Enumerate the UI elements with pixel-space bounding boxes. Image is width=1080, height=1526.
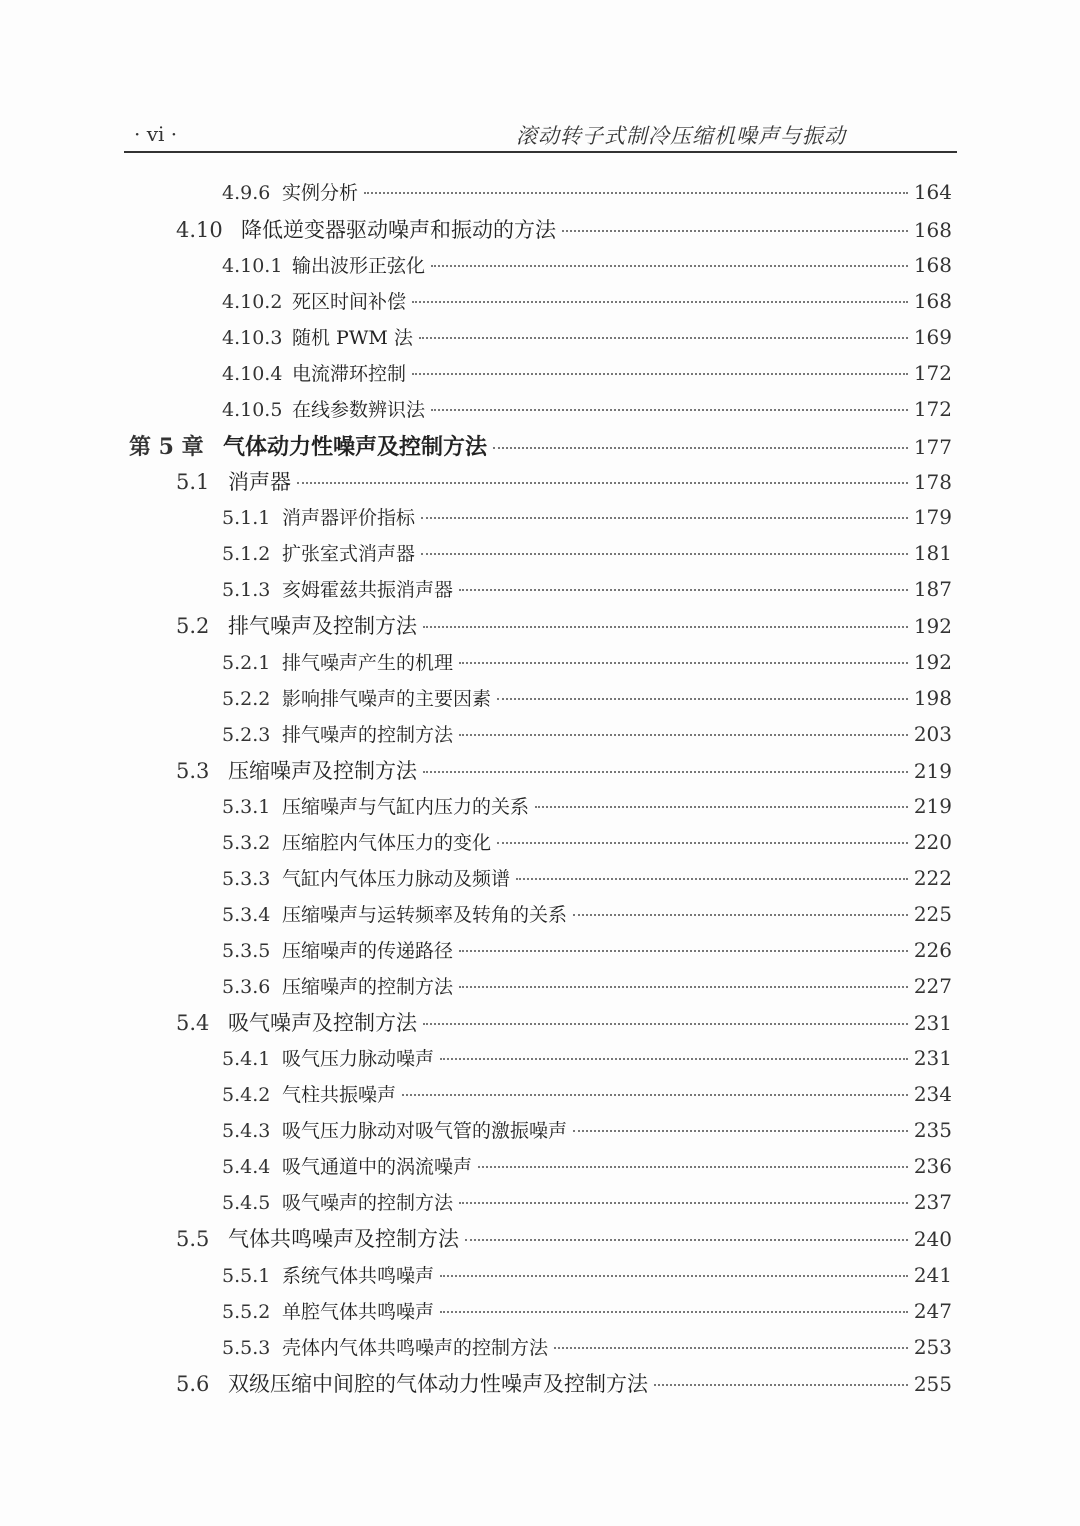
dot-leader: [440, 1311, 908, 1313]
toc-entry-number: 4.10.1: [222, 255, 283, 277]
toc-entry-sub: [222, 792, 952, 819]
toc-entry-title: 压缩噪声的传递路径: [282, 940, 454, 962]
toc-entry-sub: [222, 503, 952, 530]
toc-entry-title: 扩张室式消声器: [282, 543, 416, 565]
toc-entry-sub: [222, 1261, 952, 1288]
toc-entry-sub: [222, 900, 952, 927]
toc-entry-title: 吸气压力脉动噪声: [282, 1048, 435, 1070]
toc-entry-title: 电流滞环控制: [292, 363, 407, 385]
toc-entry-number: 5.2.1: [222, 652, 271, 674]
toc-entry-title: 系统气体共鸣噪声: [282, 1265, 435, 1287]
toc-entry-number: 5.3.6: [222, 976, 271, 998]
toc-entry-title: 单腔气体共鸣噪声: [282, 1301, 435, 1323]
toc-entry-title: 压缩噪声与运转频率及转角的关系: [282, 904, 568, 926]
toc-entry-section: [176, 1368, 952, 1398]
toc-entry-number: 4.10.4: [222, 363, 283, 385]
dot-leader: [423, 1023, 908, 1025]
toc-entry-title: 气缸内气体压力脉动及频谱: [282, 868, 511, 890]
toc-entry-sub: [222, 575, 952, 602]
toc-entry-section: [176, 214, 952, 244]
toc-entry-page: 181: [913, 541, 952, 565]
toc-entry-chapter: [129, 430, 952, 461]
toc-entry-number: 5.2.3: [222, 724, 271, 746]
toc-entry-page: 203: [913, 722, 952, 746]
toc-entry-page: 240: [913, 1227, 952, 1251]
toc-entry-sub: [222, 539, 952, 566]
toc-entry-page: 227: [913, 974, 952, 998]
toc-entry-sub: [222, 1116, 952, 1143]
toc-entry-page: 178: [913, 470, 952, 494]
toc-entry-page: 241: [913, 1263, 952, 1287]
toc-entry-number: 第 5 章: [129, 434, 204, 460]
toc-entry-title: 死区时间补偿: [292, 291, 407, 313]
toc-entry-number: 4.9.6: [222, 182, 271, 204]
dot-leader: [431, 265, 908, 267]
toc-entry-sub: [222, 720, 952, 747]
toc-entry-title: 吸气噪声的控制方法: [282, 1192, 454, 1214]
toc-entry-title: 排气噪声及控制方法: [228, 614, 417, 638]
dot-leader: [562, 230, 908, 232]
toc-entry-number: 5.3.5: [222, 940, 271, 962]
toc-entry-title: 吸气通道中的涡流噪声: [282, 1156, 473, 1178]
toc-entry-sub: [222, 1080, 952, 1107]
toc-entry-sub: [222, 1297, 952, 1324]
dot-leader: [497, 698, 908, 700]
dot-leader: [573, 1130, 908, 1132]
toc-entry-number: 5.5.2: [222, 1301, 271, 1323]
toc-entry-sub: [222, 1152, 952, 1179]
toc-entry-title: 气体共鸣噪声及控制方法: [228, 1227, 459, 1251]
toc-entry-page: 225: [913, 902, 952, 926]
toc-entry-page: 234: [913, 1082, 952, 1106]
toc-entry-title: 压缩噪声的控制方法: [282, 976, 454, 998]
dot-leader: [419, 337, 908, 339]
dot-leader: [535, 806, 908, 808]
toc-entry-page: 172: [913, 361, 952, 385]
toc-entry-page: 219: [913, 794, 952, 818]
toc-entry-sub: [222, 395, 952, 422]
toc-entry-page: 187: [913, 577, 952, 601]
toc-entry-number: 5.5.1: [222, 1265, 271, 1287]
dot-leader: [421, 517, 908, 519]
dot-leader: [573, 914, 908, 916]
toc-entry-page: 235: [913, 1118, 952, 1142]
toc-entry-page: 168: [913, 289, 952, 313]
dot-leader: [421, 553, 908, 555]
toc-entry-sub: [222, 1044, 952, 1071]
toc-entry-number: 5.6: [176, 1372, 210, 1396]
toc-entry-section: [176, 1223, 952, 1253]
toc-entry-title: 在线参数辨识法: [292, 399, 426, 421]
toc-entry-number: 5.1.2: [222, 543, 271, 565]
toc-entry-title: 亥姆霍兹共振消声器: [282, 579, 454, 601]
toc-entry-page: 177: [913, 435, 952, 459]
book-title: 滚动转子式制冷压缩机噪声与振动: [516, 124, 846, 148]
toc-entry-title: 实例分析: [282, 182, 359, 204]
dot-leader: [493, 447, 908, 449]
toc-entry-sub: [222, 828, 952, 855]
page-number: · vi ·: [134, 122, 178, 146]
toc-entry-page: 168: [913, 218, 952, 242]
toc-entry-page: 231: [913, 1011, 952, 1035]
toc-entry-number: 5.1: [176, 470, 210, 494]
toc-entry-title: 吸气压力脉动对吸气管的激振噪声: [282, 1120, 568, 1142]
running-header: [126, 120, 956, 152]
toc-entry-page: 236: [913, 1154, 952, 1178]
toc-entry-number: 5.3.2: [222, 832, 271, 854]
toc-entry-title: 输出波形正弦化: [292, 255, 426, 277]
dot-leader: [465, 1239, 908, 1241]
dot-leader: [459, 734, 908, 736]
toc-entry-sub: [222, 936, 952, 963]
toc-entry-number: 5.4.3: [222, 1120, 271, 1142]
toc-entry-section: [176, 610, 952, 640]
toc-entry-page: 226: [913, 938, 952, 962]
toc-entry-sub: [222, 972, 952, 999]
dot-leader: [423, 626, 908, 628]
dot-leader: [431, 409, 908, 411]
toc-entry-title: 气柱共振噪声: [282, 1084, 397, 1106]
dot-leader: [459, 589, 908, 591]
toc-entry-sub: [222, 251, 952, 278]
toc-entry-number: 5.1.1: [222, 507, 271, 529]
toc-entry-title: 消声器: [228, 470, 291, 494]
toc-entry-section: [176, 466, 952, 496]
toc-entry-page: 192: [913, 650, 952, 674]
toc-entry-page: 247: [913, 1299, 952, 1323]
toc-entry-title: 压缩噪声及控制方法: [228, 759, 417, 783]
toc-entry-title: 压缩噪声与气缸内压力的关系: [282, 796, 530, 818]
toc-entry-title: 消声器评价指标: [282, 507, 416, 529]
toc-entry-sub: [222, 359, 952, 386]
toc-entry-number: 4.10: [176, 218, 223, 242]
dot-leader: [402, 1094, 908, 1096]
toc-entry-number: 5.3.4: [222, 904, 271, 926]
toc-entry-sub: [222, 287, 952, 314]
toc-entry-page: 169: [913, 325, 952, 349]
toc-entry-title: 随机 PWM 法: [292, 327, 413, 349]
dot-leader: [459, 950, 908, 952]
dot-leader: [459, 1202, 908, 1204]
toc-entry-number: 4.10.3: [222, 327, 283, 349]
dot-leader: [412, 373, 908, 375]
toc-entry-sub: [222, 684, 952, 711]
toc-entry-sub: [222, 323, 952, 350]
dot-leader: [478, 1166, 908, 1168]
dot-leader: [554, 1347, 908, 1349]
dot-leader: [516, 878, 908, 880]
toc-entry-title: 排气噪声产生的机理: [282, 652, 454, 674]
dot-leader: [364, 192, 908, 194]
toc-entry-number: 5.4.1: [222, 1048, 271, 1070]
toc-entry-section: [176, 755, 952, 785]
toc-entry-number: 5.4.4: [222, 1156, 271, 1178]
dot-leader: [423, 771, 908, 773]
toc-entry-title: 降低逆变器驱动噪声和振动的方法: [241, 218, 556, 242]
toc-entry-number: 5.2: [176, 614, 210, 638]
toc-entry-sub: [222, 178, 952, 205]
toc-entry-number: 5.4: [176, 1011, 210, 1035]
toc-entry-sub: [222, 1333, 952, 1360]
toc-entry-number: 5.3.1: [222, 796, 271, 818]
toc-entry-page: 172: [913, 397, 952, 421]
toc-entry-title: 影响排气噪声的主要因素: [282, 688, 492, 710]
toc-entry-number: 5.3: [176, 759, 210, 783]
toc-entry-title: 压缩腔内气体压力的变化: [282, 832, 492, 854]
toc-entry-title: 壳体内气体共鸣噪声的控制方法: [282, 1337, 549, 1359]
toc-entry-section: [176, 1007, 952, 1037]
toc-entry-number: 5.2.2: [222, 688, 271, 710]
toc-entry-page: 219: [913, 759, 952, 783]
toc-entry-page: 198: [913, 686, 952, 710]
toc-entry-page: 168: [913, 253, 952, 277]
toc-entry-number: 5.5: [176, 1227, 210, 1251]
toc-entry-page: 237: [913, 1190, 952, 1214]
dot-leader: [412, 301, 908, 303]
toc-entry-sub: [222, 1188, 952, 1215]
dot-leader: [459, 662, 908, 664]
toc-entry-page: 222: [913, 866, 952, 890]
dot-leader: [440, 1275, 908, 1277]
dot-leader: [459, 986, 908, 988]
toc-entry-sub: [222, 864, 952, 891]
dot-leader: [497, 842, 908, 844]
toc-entry-page: 164: [913, 180, 952, 204]
toc-entry-number: 5.1.3: [222, 579, 271, 601]
dot-leader: [654, 1384, 908, 1386]
toc-entry-page: 179: [913, 505, 952, 529]
toc-entry-sub: [222, 648, 952, 675]
toc-entry-page: 255: [913, 1372, 952, 1396]
toc-entry-page: 192: [913, 614, 952, 638]
toc-entry-number: 5.5.3: [222, 1337, 271, 1359]
toc-entry-title: 气体动力性噪声及控制方法: [223, 434, 488, 460]
toc-entry-number: 4.10.2: [222, 291, 283, 313]
toc-entry-title: 双级压缩中间腔的气体动力性噪声及控制方法: [228, 1372, 648, 1396]
toc-entry-page: 231: [913, 1046, 952, 1070]
toc-entry-page: 220: [913, 830, 952, 854]
header-rule: [124, 151, 957, 153]
toc-entry-number: 4.10.5: [222, 399, 283, 421]
toc-entry-title: 排气噪声的控制方法: [282, 724, 454, 746]
toc-entry-page: 253: [913, 1335, 952, 1359]
dot-leader: [440, 1058, 908, 1060]
toc-entry-number: 5.4.5: [222, 1192, 271, 1214]
toc-entry-number: 5.3.3: [222, 868, 271, 890]
dot-leader: [297, 482, 908, 484]
toc-entry-title: 吸气噪声及控制方法: [228, 1011, 417, 1035]
toc-entry-number: 5.4.2: [222, 1084, 271, 1106]
